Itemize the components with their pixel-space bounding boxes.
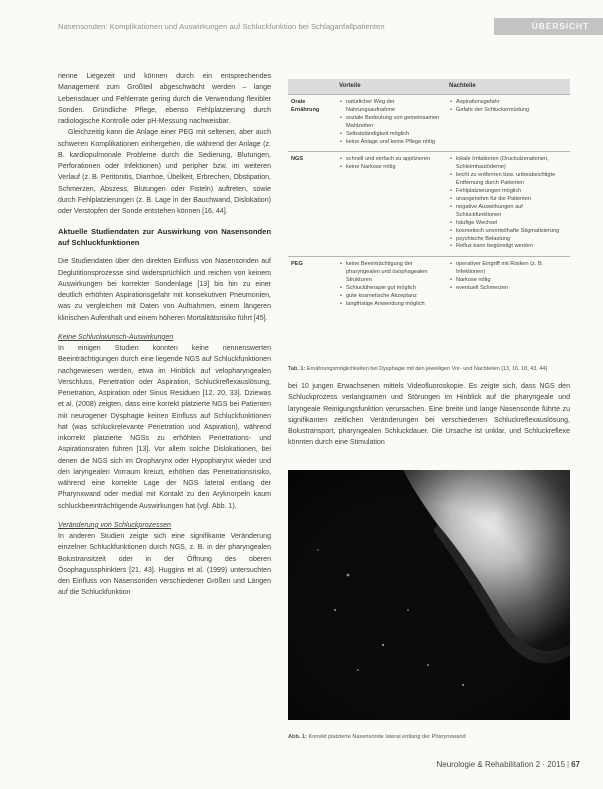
row-label: Orale Ernährung [288, 95, 336, 152]
list-item: • Narkose nötig [456, 277, 567, 285]
table-header-row [288, 79, 570, 95]
list-item: • gute kosmetische Akzeptanz [346, 293, 443, 301]
table-header-cell: Vorteile [336, 79, 446, 95]
table-header-cell: Nachteile [446, 79, 570, 95]
paragraph: In einigen Studien konnten keine nennenswerten Beeinträchtigungen durch eine liegende NGS auf Schluckfunktionen nachgewiesen werden, etwa im Hinblick auf velopharyngealen Verschluss, Penetration oder Aspiration, Schluckreflexauslösung, Penetration, Aspiration oder Sinus Residuen [12, 20, 33]. Dziewas et al. (2008) zeigten, dass eine korrekt platzierte NGS bei Patienten mit neurogener Dysphagie keinen Einfluss auf Schluckfunktionen hat (was schluckrelevante Penetration und Aspiration), während inkorrekt platzierte NGSs zu erhöhten Penetrations- und Aspirationsraten führen [13]. Vor allem solche Dislokationen, bei denen die NGS sich im Oropharynx oder Hypopharynx wieder und den laryngealen Vorraum kreuzt, erhöhen das Penetrationsrisiko, während eine korrekte Lage der NGS lateral entlang der Pharynxwand oder medial mit Kontakt zu den Aryknorpeln kaum schluckbeeinträchtigende Auswirkungen hat (vgl. Abb. 1). [58, 345, 271, 510]
caption-text: Korrekt platzierte Nasensonde lateral entlang der Pharynxwand [308, 734, 466, 740]
list-item: • langfristige Anwendung möglich [346, 301, 443, 309]
pros-list [339, 99, 443, 146]
page-footer [420, 760, 580, 769]
cons-list [449, 261, 567, 293]
row-label: NGS [288, 152, 336, 257]
paragraph: bei 10 jungen Erwachsenen mittels Videofluoroskopie. Es zeigte sich, dass NGS den Schluckprozess verlangsamen und Störungen im Hinblick auf die pharyngeale und laryngeale Reinigungsfunktion verursachen. Eine breite und lange Nasensonde führte zu signifikanten zeitlichen Veränderungen bei verschiedenen Schluckreflexauslösung, Bolustransport, pharyngealen Schluckdauer. Die Ursache ist unklar, und Schluckreflexe könnten durch eine Stimulation [288, 383, 570, 447]
table-row [288, 95, 570, 152]
journal-name: Neurologie & Rehabilitation 2 · 2015 [436, 760, 566, 769]
paragraph: In anderen Studien zeigte sich eine signifikante Veränderung einzelner Schluckfunktionen durch NGS, z. B. in der pharyngealen Bolustransitzeit oder in der Öffnung des oberen Ösophagussphinkters [21, 43]. Huggins et al. (1999) untersuchten den Einfluss von Nasensonden verschiedener Größen und Längen auf die Schluckfunktion [58, 533, 271, 597]
pros-list [339, 261, 443, 308]
cons-list [449, 156, 567, 251]
list-item: • leicht zu entfernen bzw. unbeabsichtigte Entfernung durch Patienten [456, 172, 567, 188]
list-item: • negative Auswirkungen auf Schluckfunktionen [456, 204, 567, 220]
list-item: • kosmetisch unvorteilhafte Stigmatisierung [456, 228, 567, 236]
list-item: • lokale Irritationen (Druckulzerationen, Schleimhautödeme) [456, 156, 567, 172]
list-item: • Schlucktherapie gut möglich [346, 285, 443, 293]
row-label: PEG [288, 257, 336, 314]
caption-label: Abb. 1: [288, 734, 307, 740]
list-item: • unangenehm für die Patienten [456, 196, 567, 204]
list-item: • Aspirationsgefahr [456, 99, 567, 107]
list-item: • operativer Eingriff mit Risiken (z. B. Infektionen) [456, 261, 567, 277]
endoscopy-image [288, 470, 570, 720]
subsection-heading: Keine Schluckwunsch-Auswirkungen [58, 333, 174, 341]
section-heading: Aktuelle Studiendaten zur Auswirkung von Nasensonden auf Schluckfunktionen [58, 227, 271, 247]
page-number: 67 [571, 760, 580, 769]
running-title: Nasensonden: Komplikationen und Auswirkungen auf Schluckfunktion bei Schlaganfallpatienten [58, 22, 385, 31]
table-header-cell [288, 79, 336, 95]
comparison-table [288, 79, 570, 314]
right-column [288, 381, 570, 449]
pros-list [339, 156, 443, 172]
left-column [58, 71, 271, 599]
list-item: • keine Narkose nötig [346, 164, 443, 172]
caption-label: Tab. 1: [288, 366, 306, 372]
list-item: • soziale Bedeutung von gemeinsamen Mahlzeiten [346, 115, 443, 131]
paragraph: nenne Liegezeit und können durch ein entsprechendes Management zum Großteil abgeschwächt werden – lange Lebensdauer und Fehlerrate gering durch die Verwendung flexibler Sonden. Gründliche Pflege, ebenso Fehlplatzierung durch radiologische Kontrolle oder pH-Messung nachweisbar. [58, 73, 271, 125]
list-item: • Reflux kann begünstigt werden [456, 243, 567, 251]
table-row [288, 257, 570, 314]
list-item: • keine Beeinträchtigung der pharyngealen und ösophagealen Strukturen [346, 261, 443, 285]
list-item: • keine Anlage und keine Pflege nötig [346, 139, 443, 147]
list-item: • natürlicher Weg der Nahrungsaufnahme [346, 99, 443, 115]
section-label: ÜBERSICHT [494, 18, 603, 35]
list-item: • eventuell Schmerzen [456, 285, 567, 293]
subsection-heading: Veränderung von Schluckprozessen [58, 521, 171, 529]
paragraph: Die Studiendaten über den direkten Einfluss von Nasensonden auf Deglutitionsprozesse sind widersprüchlich und reichen von keinem Auswirkungen bei korrekter Sondenlage [13] bis hin zu einer deutlich erhöhten Aspirationsgefahr mit konsekutiven Pneumonien, was zu vergleichen mit Daten von Aufnahmen, einem längeren klinischen Aufenthalt und einem höheren Mortalitätsrisiko führt [45]. [58, 258, 271, 322]
list-item: • häufige Wechsel [456, 220, 567, 228]
list-item: • psychische Belastung [456, 236, 567, 244]
footer-separator: | [567, 760, 570, 769]
table-row [288, 152, 570, 257]
table-caption [288, 366, 570, 372]
figure-caption [288, 734, 570, 740]
list-item: • Selbstständigkeit möglich [346, 131, 443, 139]
endoscopy-photo [288, 470, 570, 720]
paragraph: Gleichzeitig kann die Anlage einer PEG mit seltenen, aber auch schweren Komplikationen einhergehen, die während der Anlage (z. B. kardiopulmonale Probleme durch die Sedierung, Blutungen, Perforationen oder Infektionen) und peripher bzw. im weiteren Verlauf (z. B. Peritonitis, Diarrhoe, Übelkeit, Erbrechen, Obstipation, Schmerzen, Abszess, Blutungen oder Fisteln) auftreten, sowie durch Fehlplatzierungen (z. B. Lage in der Bauchwand, Dislokation) oder Verstopfen der Sonde entstehen können [16, 44]. [58, 129, 271, 215]
list-item: • Gefahr der Schluckermüdung [456, 107, 567, 115]
caption-text: Ernährungsmöglichkeiten bei Dysphagie mit den jeweiligen Vor- und Nachteilen [13, 16, 18, 43, 44] [306, 366, 547, 372]
list-item: • schnell und einfach zu applizieren [346, 156, 443, 164]
list-item: • Fehlplatzierungen möglich [456, 188, 567, 196]
cons-list [449, 99, 567, 115]
